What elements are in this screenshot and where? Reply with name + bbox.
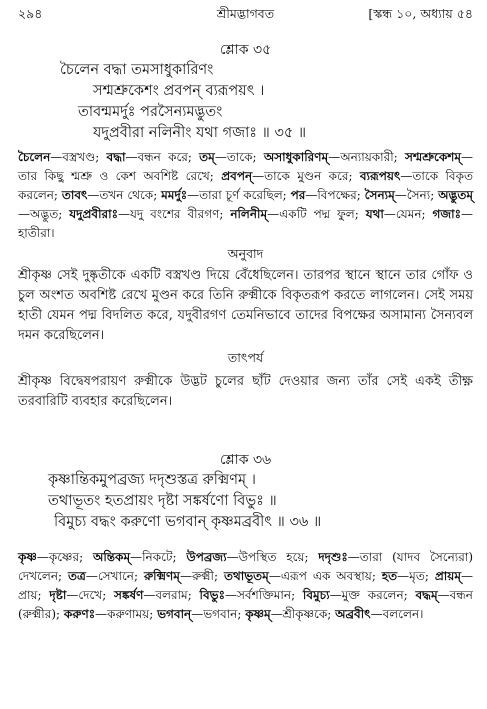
gloss-word: মমর্দুঃ [161,188,188,202]
verse-35-text [18,60,473,144]
gloss-word: করুণঃ [63,607,96,621]
gloss-meaning: —উপস্থিত হয়ে; [226,550,319,564]
gloss-word: রুক্মিণম্ [143,569,180,583]
translation-text: শ্রীকৃষ্ণ সেই দুষ্কৃতীকে একটি বস্ত্রখণ্ড দিয়ে বেঁধেছিলেন। তারপর স্থানে স্থানে তার গোঁফ ও চুল অংশত অবশিষ্ট রেখে মুণ্ডন করে তিনি রুক্মীকে বিকৃতরূপ করতে লাগলেন। সেই সময় হাতী যেমন পদ্ম বিদলিত করে, যদুবীরগণ তেমনিভাবে তাদের বিপক্ষের অসামান্য সৈন্যবল দমন করেছিলেন। [18,268,473,343]
gloss-word: সঙ্কর্ষণ [114,588,144,602]
gloss-word: তাবৎ [61,188,88,202]
verse-line: যদুপ্রবীরা নলিনীং যথা গজাঃ ॥ ৩৫ ॥ [93,125,307,141]
verse-36-word-for-word [18,548,473,624]
purport-heading: তাৎপর্য [227,350,264,365]
gloss-word: অন্তিকম্ [92,550,131,564]
gloss-meaning: —কৃষ্ণের; [36,550,93,564]
gloss-meaning: —তার কিছু শ্মশ্রু ও কেশ অবশিষ্ট রেখে; [18,150,473,183]
verse-36-heading: শ্লোক ৩৬ [219,452,272,468]
gloss-meaning: —নিকটে; [130,550,187,564]
gloss-meaning: —তারা চূর্ণ করেছিল; [187,188,291,202]
page-number: ২৯৪ [18,6,43,21]
gloss-meaning: —যদু বংশের বীরগণ; [118,207,231,221]
gloss-word: যদুপ্রবীরাঃ [69,207,118,221]
gloss-meaning: —শ্রীকৃষ্ণকে; [270,607,336,621]
translation-heading: অনুবাদ [227,246,264,261]
gloss-meaning: —প্রায়; [18,569,474,602]
gloss-meaning: —তারা (যাদব সৈন্যেরা) দেখলেন; [18,550,474,583]
gloss-meaning: —ভগবান; [191,607,246,621]
gloss-word: নলিনীম্ [230,207,268,221]
gloss-meaning: —মৃত; [397,569,435,583]
gloss-word: উপব্রজ্য [186,550,227,564]
gloss-meaning: —তখন থেকে; [87,188,162,202]
gloss-word: কৃষ্ণম্ [245,607,271,621]
gloss-word: প্রবপন্ [221,169,253,183]
gloss-word: বিভুঃ [199,588,225,602]
gloss-meaning: —বলরাম; [143,588,200,602]
gloss-meaning: —বিপক্ষের; [305,188,365,202]
verse-line: তাবন্মমর্দুঃ পরসৈন্যমদ্ভুতং [78,104,223,120]
gloss-word: তম্ [199,150,215,164]
gloss-word: সশ্মশ্রুকেশম্ [404,150,461,164]
gloss-word: বদ্ধম্ [415,588,438,602]
gloss-word: অব্রবীৎ [335,607,371,621]
purport-text: শ্রীকৃষ্ণ বিদ্বেষপরায়ণ রুক্মীকে উদ্ভট চুলের ছাঁট দেওয়ার জন্য তাঁর সেই একই তীক্ষ্ণ তরবারিটি ব্যবহার করেছিলেন। [18,374,473,409]
gloss-meaning: —বন্ধন করে; [125,150,200,164]
gloss-meaning: —সর্বশক্তিমান; [224,588,303,602]
verse-line: সশ্মশ্রুকেশং প্রবপন্ ব্যরূপয়ৎ । [93,83,265,99]
gloss-word: গজাঃ [432,207,462,221]
gloss-word: সৈন্যম্ [364,188,395,202]
gloss-word: চৈলেন [18,150,51,164]
verse-35-heading: শ্লোক ৩৫ [219,42,272,58]
gloss-word: যথা [365,207,384,221]
verse-line: চৈলেন বদ্ধা তমসাধুকারিণং [60,62,214,78]
gloss-meaning: —করুণাময়; [95,607,158,621]
gloss-meaning: —অদ্ভুত; [18,207,70,221]
gloss-meaning: —বন্ধন (রুক্মীর); [18,588,473,621]
gloss-word: প্রায়ম্ [434,569,462,583]
page-header [18,6,473,26]
gloss-meaning: —হাতীরা। [18,207,474,240]
gloss-word: দদৃশুঃ [318,550,348,564]
gloss-word: ভগবান্ [157,607,192,621]
gloss-meaning: —সৈন্য; [394,188,439,202]
gloss-word: অদ্ভুতম্ [438,188,474,202]
verse-line: কৃষ্ণান্তিকমুপব্রজ্য দদৃশুস্তত্র রুক্মিণম্ । [48,472,256,488]
gloss-meaning: —তাকে বিকৃত করলেন; [18,169,473,202]
verse-line: বিমুচ্য বদ্ধং করুণো ভগবান্ কৃষ্ণমব্রবীৎ ॥ ৩৬ ॥ [54,514,322,530]
gloss-meaning: —তাকে মুণ্ডন করে; [252,169,360,183]
gloss-word: তত্র [67,569,86,583]
chapter-context: [স্কন্ধ ১০, অধ্যায় ৫৪ [368,6,473,21]
verse-36-text [18,470,473,533]
gloss-meaning: —একটি পদ্ম ফুল; [267,207,366,221]
gloss-meaning: —বললেন। [370,607,424,621]
gloss-word: ব্যরূপয়ৎ [359,169,401,183]
gloss-word: বদ্ধা [106,150,126,164]
gloss-meaning: —অন্যায়কারী; [328,150,405,164]
gloss-word: অসাধুকারিণম্ [263,150,329,164]
gloss-word: হত [381,569,398,583]
gloss-meaning: —সেখানে; [85,569,144,583]
gloss-meaning: —এরূপ এক অবস্থায়; [268,569,382,583]
book-title: শ্রীমদ্ভাগবত [216,6,275,21]
gloss-word: পর [290,188,306,202]
gloss-meaning: —যেমন; [383,207,433,221]
gloss-word: বিমুচ্য [302,588,330,602]
gloss-word: দৃষ্টা [49,588,67,602]
gloss-word: কৃষ্ণ [18,550,37,564]
gloss-meaning: —রুক্মী; [179,569,224,583]
verse-line: তথাভূতং হতপ্রায়ং দৃষ্টা সঙ্কর্ষণো বিভুঃ ॥ [48,493,277,509]
gloss-meaning: —মুক্ত করলেন; [329,588,416,602]
verse-35-word-for-word [18,148,473,243]
gloss-meaning: —বস্ত্রখণ্ড; [50,150,107,164]
gloss-meaning: —তাকে; [214,150,264,164]
gloss-word: তথাভূতম্ [223,569,269,583]
gloss-meaning: —দেখে; [66,588,115,602]
